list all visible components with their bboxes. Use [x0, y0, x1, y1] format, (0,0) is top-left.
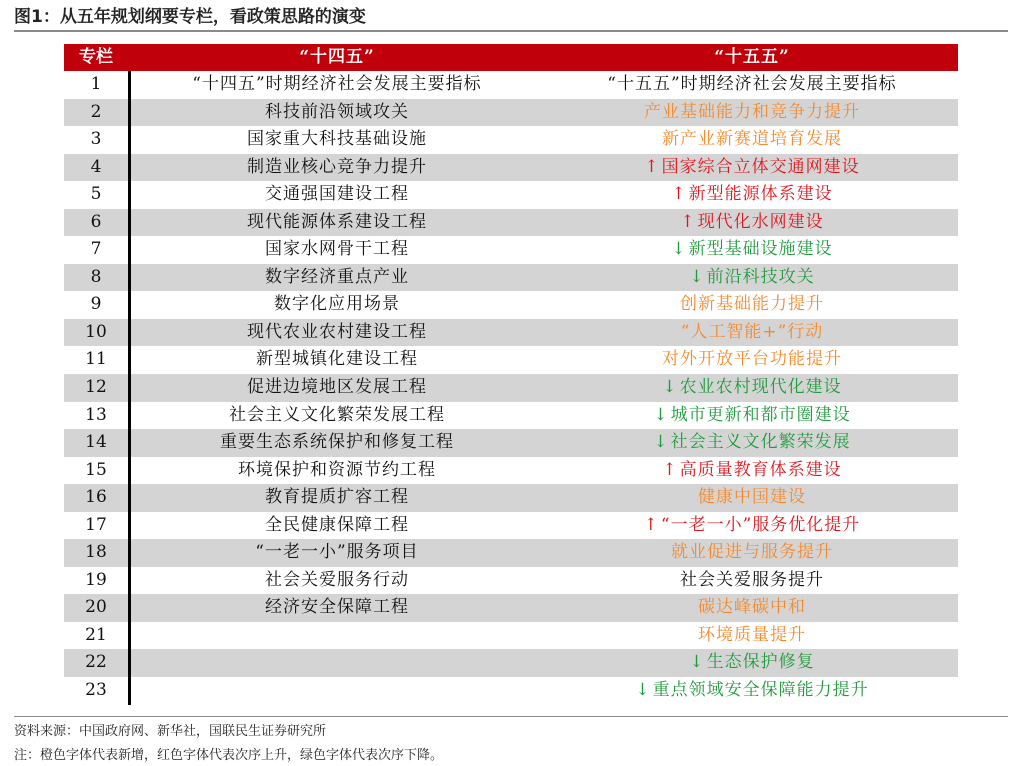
plan15-item: “人工智能+”行动: [680, 321, 824, 342]
plan15-item: 碳达峰碳中和: [698, 597, 806, 618]
plan14-item: 教育提质扩容工程: [265, 487, 409, 508]
table-row: [64, 236, 958, 264]
table-row: [64, 126, 958, 154]
plan14-item: 现代农业农村建设工程: [247, 321, 427, 342]
arrow-down-icon: ↓: [653, 404, 669, 425]
row-number: 18: [85, 542, 107, 563]
plan14-item: 科技前沿领域攻关: [265, 101, 409, 122]
row-number: 23: [85, 680, 107, 701]
plan14-item: “一老一小”服务项目: [255, 542, 419, 563]
plan14-item: 国家水网骨干工程: [265, 239, 409, 260]
table-row: [64, 99, 958, 127]
row-number: 17: [85, 514, 107, 535]
table-row: [64, 457, 958, 485]
row-number: 9: [90, 294, 102, 315]
row-number: 10: [85, 321, 107, 342]
table-row: [64, 622, 958, 650]
plan15-cell: [546, 677, 958, 705]
plan15-cell: [546, 209, 958, 237]
row-number: 11: [85, 349, 107, 370]
table-row: [64, 429, 958, 457]
plan15-cell: [546, 319, 958, 347]
column-divider: [128, 71, 131, 705]
row-number: 5: [90, 184, 102, 205]
row-number: 2: [90, 101, 102, 122]
table-row: [64, 264, 958, 292]
table-row: [64, 374, 958, 402]
plan15-cell: [546, 567, 958, 595]
plan15-cell: [546, 622, 958, 650]
plan15-item: 现代化水网建设: [697, 211, 824, 232]
plan15-cell: [546, 99, 958, 127]
row-number: 1: [90, 74, 102, 94]
plan15-item: 社会关爱服务提升: [680, 569, 824, 590]
plan14-item: 促进边境地区发展工程: [247, 377, 427, 398]
row-number: 19: [85, 569, 107, 590]
header-column-14th-plan: “十四五”: [299, 47, 375, 67]
row-number: 15: [85, 459, 107, 480]
plan15-item: 农业农村现代化建设: [679, 377, 842, 398]
arrow-up-icon: ↑: [680, 211, 696, 232]
plan15-item: 前沿科技攻关: [706, 266, 815, 287]
table-row: [64, 484, 958, 512]
plan14-item: 重要生态系统保护和修复工程: [220, 432, 454, 453]
plan15-cell: [546, 374, 958, 402]
row-number: 13: [85, 404, 107, 425]
row-number: 16: [85, 487, 107, 508]
table-row: [64, 677, 958, 705]
plan-comparison-table: [64, 44, 958, 705]
table-header-row: [64, 44, 958, 71]
plan14-item: 社会关爱服务行动: [265, 569, 409, 590]
plan15-cell: [546, 539, 958, 567]
plan14-item: 制造业核心竞争力提升: [247, 156, 427, 177]
plan15-item: 新型基础设施建设: [688, 239, 833, 260]
plan15-cell: [546, 429, 958, 457]
plan14-item: 环境保护和资源节约工程: [238, 459, 436, 480]
row-number: 12: [85, 377, 107, 398]
table-row: [64, 71, 958, 99]
footer-divider: [14, 716, 1008, 717]
plan14-item: 数字经济重点产业: [265, 266, 409, 287]
plan14-item: 数字化应用场景: [274, 294, 400, 315]
plan15-cell: [546, 649, 958, 677]
plan14-item: “十四五”时期经济社会发展主要指标: [192, 74, 482, 94]
table-row: [64, 181, 958, 209]
plan15-cell: [546, 126, 958, 154]
header-column-number: 专栏: [79, 47, 113, 67]
plan15-item: 重点领域安全保障能力提升: [652, 680, 869, 701]
plan15-item: 生态保护修复: [706, 652, 815, 673]
table-row: [64, 319, 958, 347]
plan15-item: 社会主义文化繁荣发展: [670, 432, 851, 453]
plan15-item: 环境质量提升: [698, 624, 806, 645]
row-number: 4: [90, 156, 102, 177]
plan15-item: 城市更新和都市圈建设: [670, 404, 851, 425]
arrow-down-icon: ↓: [662, 377, 678, 398]
row-number: 8: [90, 266, 102, 287]
plan15-item: 就业促进与服务提升: [671, 542, 833, 563]
table-row: [64, 291, 958, 319]
arrow-down-icon: ↓: [671, 239, 687, 260]
plan15-cell: [546, 512, 958, 540]
plan15-item: 对外开放平台功能提升: [662, 349, 842, 370]
arrow-down-icon: ↓: [689, 266, 705, 287]
plan15-item: “一老一小”服务优化提升: [660, 514, 861, 535]
table-row: [64, 512, 958, 540]
row-number: 20: [85, 597, 107, 618]
plan15-cell: [546, 71, 958, 99]
table-row: [64, 154, 958, 182]
plan14-item: 现代能源体系建设工程: [247, 211, 427, 232]
row-number: 14: [85, 432, 107, 453]
plan14-item: 国家重大科技基础设施: [247, 129, 427, 150]
row-number: 21: [85, 624, 107, 645]
plan15-item: 国家综合立体交通网建设: [661, 156, 860, 177]
figure-title: 图1：从五年规划纲要专栏，看政策思路的演变: [14, 7, 366, 27]
legend-note: 注：橙色字体代表新增，红色字体代表次序上升，绿色字体代表次序下降。: [14, 748, 444, 763]
plan15-cell: [546, 236, 958, 264]
table-body: [64, 71, 958, 705]
header-column-15th-plan: “十五五”: [714, 47, 790, 67]
table-row: [64, 649, 958, 677]
arrow-up-icon: ↑: [643, 514, 659, 535]
plan14-item: 全民健康保障工程: [265, 514, 409, 535]
table-row: [64, 567, 958, 595]
table-row: [64, 209, 958, 237]
plan14-item: 新型城镇化建设工程: [256, 349, 418, 370]
plan15-cell: [546, 594, 958, 622]
row-number: 7: [90, 239, 102, 260]
row-number: 22: [85, 652, 107, 673]
row-number: 6: [90, 211, 102, 232]
table-row: [64, 539, 958, 567]
plan15-cell: [546, 457, 958, 485]
table-row: [64, 346, 958, 374]
arrow-up-icon: ↑: [671, 184, 687, 205]
table-row: [64, 402, 958, 430]
plan15-item: 高质量教育体系建设: [679, 459, 842, 480]
plan15-item: 健康中国建设: [698, 487, 806, 508]
plan15-cell: [546, 181, 958, 209]
arrow-down-icon: ↓: [635, 680, 651, 701]
plan14-item: 经济安全保障工程: [265, 597, 409, 618]
plan14-item: 社会主义文化繁荣发展工程: [229, 404, 445, 425]
arrow-down-icon: ↓: [653, 432, 669, 453]
arrow-up-icon: ↑: [662, 459, 678, 480]
plan15-item: 创新基础能力提升: [680, 294, 824, 315]
plan14-item: 交通强国建设工程: [265, 184, 409, 205]
plan15-cell: [546, 291, 958, 319]
plan15-item: 产业基础能力和竞争力提升: [644, 101, 860, 122]
plan15-item: “十五五”时期经济社会发展主要指标: [607, 74, 897, 94]
title-divider: [14, 30, 1008, 32]
plan15-cell: [546, 264, 958, 292]
plan15-cell: [546, 346, 958, 374]
row-number: 3: [90, 129, 102, 150]
table-row: [64, 594, 958, 622]
plan15-cell: [546, 484, 958, 512]
plan15-item: 新产业新赛道培育发展: [662, 129, 842, 150]
plan15-item: 新型能源体系建设: [688, 184, 833, 205]
arrow-down-icon: ↓: [689, 652, 705, 673]
plan15-cell: [546, 402, 958, 430]
arrow-up-icon: ↑: [644, 156, 660, 177]
source-note: 资料来源：中国政府网、新华社，国联民生证券研究所: [14, 724, 327, 739]
plan15-cell: [546, 154, 958, 182]
